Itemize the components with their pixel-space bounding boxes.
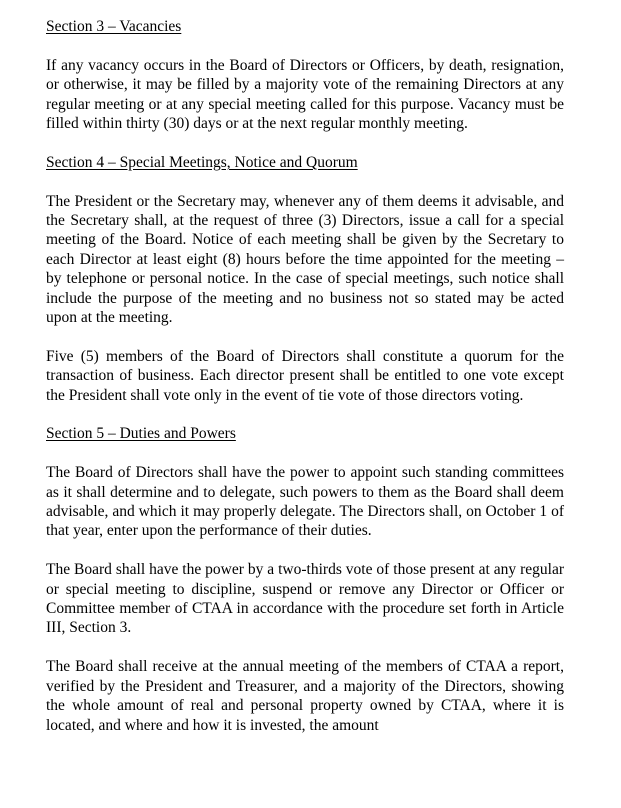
section-4-paragraph-1: The President or the Secretary may, whenever any of them deems it advisable, and the Secretary shall, at the request of three (3) Directors, issue a call for a special meeting of the Board. Notice of each meeting shall be given by the Secretary to each Director at least eight (8) hours before the time appointed for the meeting – by telephone or personal notice. In the case of special meetings, such notice shall include the purpose of the meeting and no business not so stated may be acted upon at the meeting. — [46, 192, 564, 327]
section-5-paragraph-3: The Board shall receive at the annual meeting of the members of CTAA a report, verified by the President and Treasurer, and a majority of the Directors, showing the whole amount of real and personal property owned by CTAA, where it is located, and where and how it is invested, the amount — [46, 658, 564, 734]
section-3-paragraph-1: If any vacancy occurs in the Board of Directors or Officers, by death, resignation, or otherwise, it may be filled by a majority vote of the remaining Directors at any regular meeting or at any special meeting called for this purpose. Vacancy must be filled within thirty (30) days or at the next regular monthly meeting. — [46, 56, 564, 133]
section-5-paragraph-1: The Board of Directors shall have the power to appoint such standing committees as it shall determine and to delegate, such powers to them as the Board shall deem advisable, and which it may properly delegate. The Directors shall, on October 1 of that year, enter upon the performance of their duties. — [46, 464, 564, 540]
section-5-paragraph-2: The Board shall have the power by a two-thirds vote of those present at any regular or special meeting to discipline, suspend or remove any Director or Officer or Committee member of CTAA in accordance with the procedure set forth in Article III, Section 3. — [46, 561, 564, 637]
document-page — [46, 17, 564, 735]
section-4-heading: Section 4 – Special Meetings, Notice and Quorum — [46, 153, 358, 171]
section-3-heading: Section 3 – Vacancies — [46, 18, 182, 35]
section-4-paragraph-2: Five (5) members of the Board of Directors shall constitute a quorum for the transaction of business. Each director present shall be entitled to one vote except the President shall vote only in the event of tie vote of those directors voting. — [46, 347, 564, 404]
section-5-heading: Section 5 – Duties and Powers — [46, 425, 236, 443]
